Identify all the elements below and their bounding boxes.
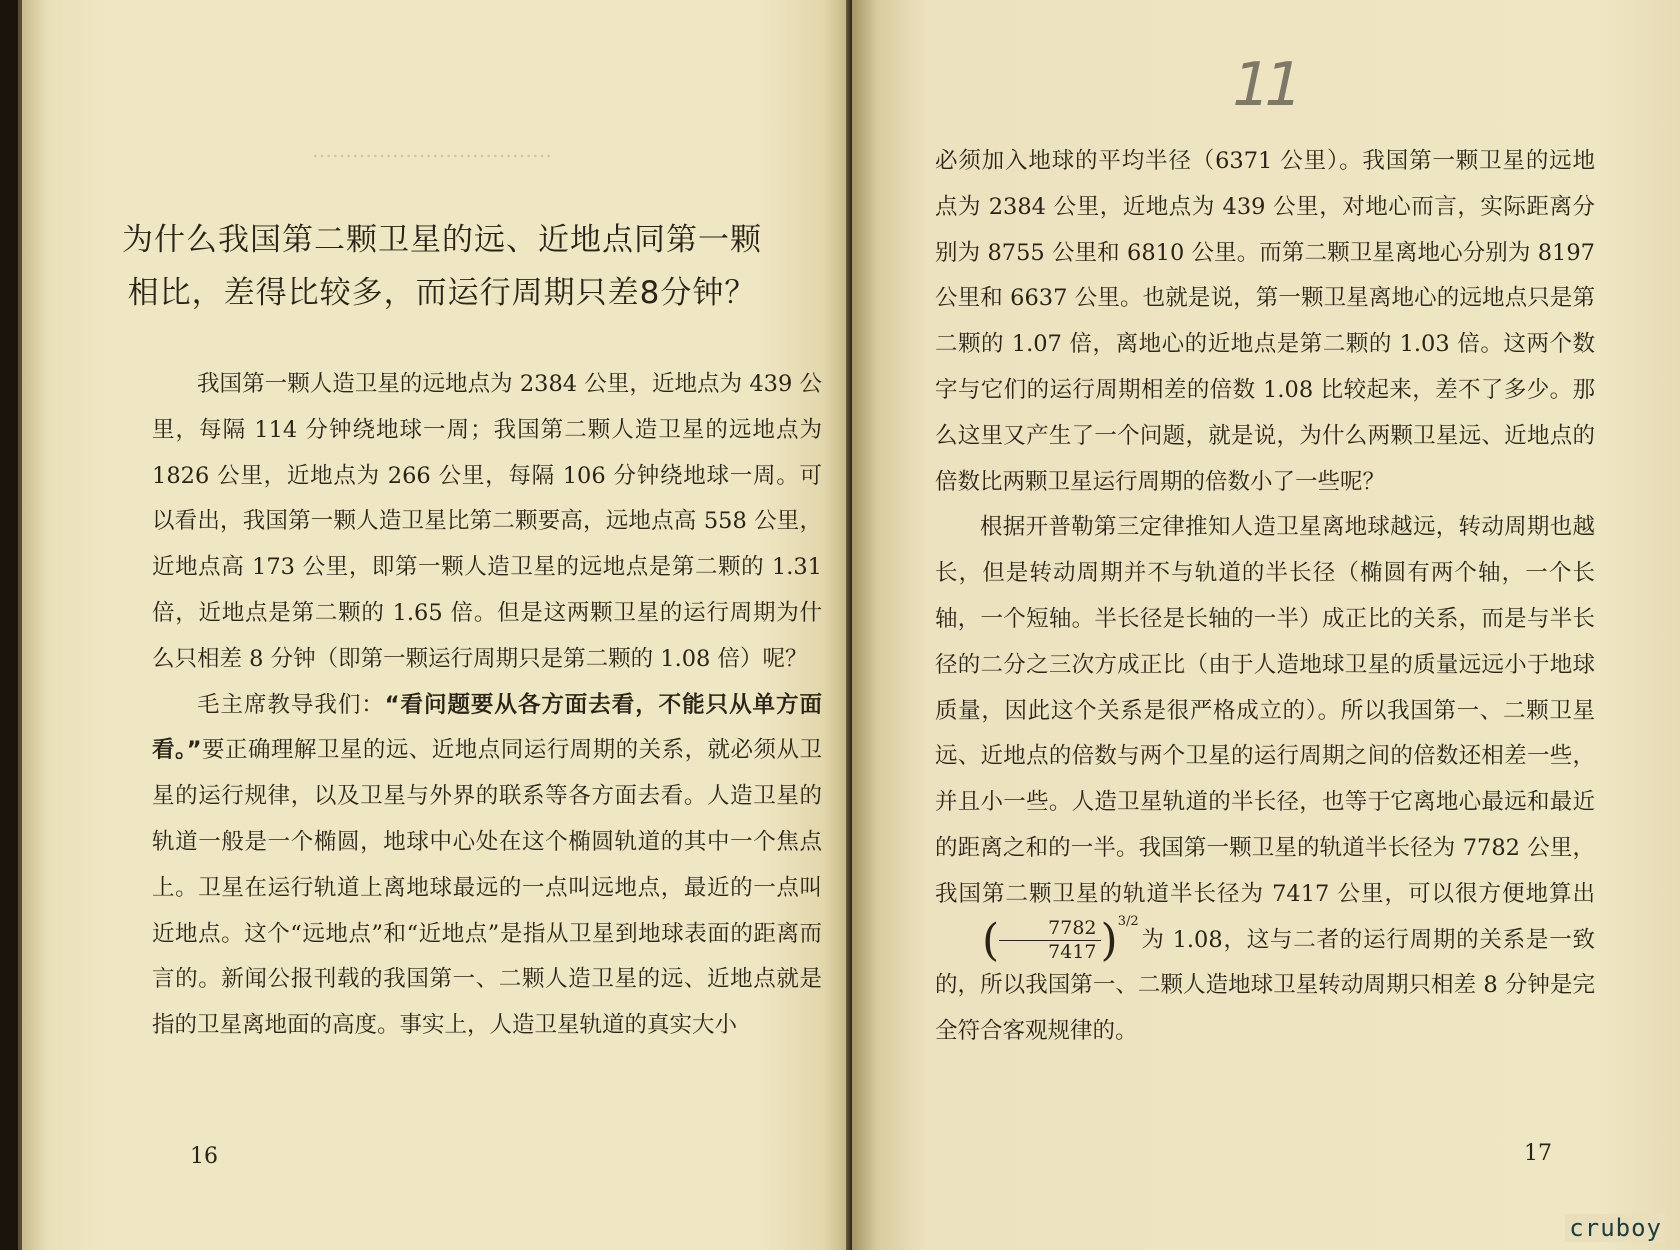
formula-denominator: 7417 <box>1048 941 1097 964</box>
right-page <box>852 0 1680 1250</box>
ratio-formula: ( $\frac{7782}{7417}$ )$^{3/2}$ <box>982 913 1139 966</box>
left-paragraph-1: 我国第一颗人造卫星的远地点为 2384 公里，近地点为 439 公里，每隔 114 分钟绕地球一周；我国第二颗人造卫星的远地点为 1826 公里，近地点为 266 公里，每隔 106 分钟绕地球一周。可以看出，我国第一颗人造卫星比第二颗要高，远地点高 558 公里，近地点高 173 公里，即第一颗人造卫星的远地点是第二颗的 1.31 倍，近地点是第二颗的 1.65 倍。但是这两颗卫星的运行周期为什么只相差 8 分钟（即第一颗运行周期只是第二颗的 1.08 倍）呢？ <box>152 371 822 672</box>
watermark: cruboy <box>1565 1214 1666 1242</box>
paragraph-2-intro: 毛主席教导我们： <box>197 691 385 718</box>
paragraph-2-before-formula: 根据开普勒第三定律推知人造卫星离地球越远，转动周期也越长，但是转动周期并不与轨道的半长径（椭圆有两个轴，一个长轴，一个短轴。半长径是长轴的一半）成正比的关系，而是与半长径的二分之三次方成正比（由于人造地球卫星的质量远远小于地球质量，因此这个关系是很严格成立的）。所以我国第一、二颗卫星远、近地点的倍数与两个卫星的运行周期之间的倍数还相差一些，并且小一些。人造卫星轨道的半长径，也等于它离地心最远和最近的距离之和的一半。我国第一颗卫星的轨道半长径为 7782 公里，我国第二颗卫星的轨道半长径为 7417 公里，可以很方便地算出 <box>935 514 1595 907</box>
left-body-text <box>152 362 822 1049</box>
paragraph-2-after-formula: 为 1.08，这与二者的运行周期的关系是一致的，所以我国第一、二颗人造地球卫星转动周期只相差 8 分钟是完全符合客观规律的。 <box>935 926 1595 1045</box>
mao-quote: “看问题要从各方面去看，不能只从单方面看。” <box>152 691 822 764</box>
page-number-left: 16 <box>190 1144 218 1169</box>
article-title-line-1: 为什么我国第二颗卫星的远、近地点同第一颗 <box>122 222 762 258</box>
left-paragraph-2 <box>152 683 822 1049</box>
right-paragraph-1: 必须加入地球的平均半径（6371 公里）。我国第一颗卫星的远地点为 2384 公里，近地点为 439 公里，对地心而言，实际距离分别为 8755 公里和 6810 公里。而第二颗卫星离地心分别为 8197 公里和 6637 公里。也就是说，第一颗卫星离地心的远地点只是第二颗的 1.07 倍，离地心的近地点是第二颗的 1.03 倍。这两个数字与它们的运行周期相差的倍数 1.08 比较起来，差不了多少。那么这里又产生了一个问题，就是说，为什么两颗卫星远、近地点的倍数比两颗卫星运行周期的倍数小了一些呢？ <box>935 148 1595 495</box>
right-paragraph-2 <box>935 505 1595 1055</box>
page-number-right: 17 <box>1524 1141 1552 1166</box>
article-title-line-2: 相比，差得比较多，而运行周期只差8分钟？ <box>127 275 757 311</box>
right-body-text <box>935 139 1595 1055</box>
bleed-through-text: ……………………………… <box>312 138 552 162</box>
handwritten-mark: 11 <box>1224 50 1304 120</box>
formula-exponent: 3/2 <box>1117 913 1139 929</box>
left-page <box>18 0 858 1250</box>
paragraph-2-rest: 要正确理解卫星的远、近地点同运行周期的关系，就必须从卫星的运行规律，以及卫星与外界的联系等各方面去看。人造卫星的轨道一般是一个椭圆，地球中心处在这个椭圆轨道的其中一个焦点上。卫星在运行轨道上离地球最远的一点叫远地点，最近的一点叫近地点。这个“远地点”和“近地点”是指从卫星到地球表面的距离而言的。新闻公报刊载的我国第一、二颗人造卫星的远、近地点就是指的卫星离地面的高度。事实上，人造卫星轨道的真实大小 <box>152 737 822 1039</box>
formula-numerator: 7782 <box>999 919 1100 941</box>
